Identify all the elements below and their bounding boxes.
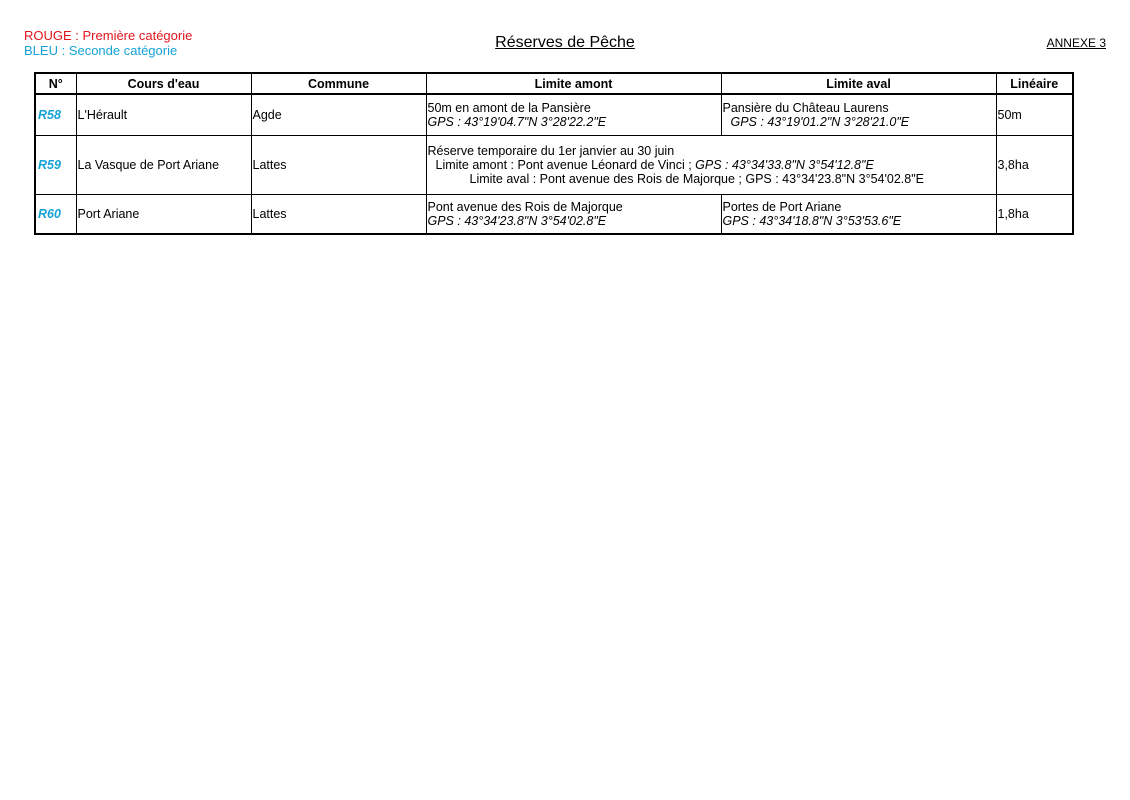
header-number: N° xyxy=(35,73,76,94)
upstream-limit-cell xyxy=(426,94,721,136)
downstream-limit-line: Limite aval : Pont avenue des Rois de Majorque ; GPS : 43°34'23.8"N 3°54'02.8"E xyxy=(469,172,924,186)
upstream-gps: GPS : 43°34'33.8"N 3°54'12.8"E xyxy=(695,158,874,172)
upstream-limit-line xyxy=(428,158,995,172)
downstream-description: Portes de Port Ariane xyxy=(722,200,842,214)
length-cell: 1,8ha xyxy=(996,195,1073,235)
header-commune: Commune xyxy=(251,73,426,94)
length-cell: 50m xyxy=(996,94,1073,136)
table-row xyxy=(35,136,1073,195)
length-cell: 3,8ha xyxy=(996,136,1073,195)
upstream-gps: GPS : 43°34'23.8"N 3°54'02.8"E xyxy=(427,214,607,228)
legend-first-category: ROUGE : Première catégorie xyxy=(24,28,193,43)
legend-second-category: BLEU : Seconde catégorie xyxy=(24,43,178,58)
header-downstream-limit: Limite aval xyxy=(721,73,996,94)
upstream-gps: GPS : 43°19'04.7"N 3°28'22.2"E xyxy=(427,115,607,129)
header-upstream-limit: Limite amont xyxy=(426,73,721,94)
reserve-code: R60 xyxy=(35,195,76,235)
table-row xyxy=(35,94,1073,136)
merged-limits-cell xyxy=(426,136,996,195)
table-header-row xyxy=(35,73,1073,94)
header-watercourse: Cours d'eau xyxy=(76,73,251,94)
upstream-limit-text: Limite amont : Pont avenue Léonard de Vinci ; xyxy=(435,158,696,172)
annex-label: ANNEXE 3 xyxy=(1046,36,1106,50)
reserve-code: R58 xyxy=(35,94,76,136)
upstream-description: 50m en amont de la Pansière xyxy=(427,101,591,115)
watercourse-cell: Port Ariane xyxy=(76,195,251,235)
header-length: Linéaire xyxy=(996,73,1073,94)
upstream-limit-cell xyxy=(426,195,721,235)
commune-cell: Lattes xyxy=(251,136,426,195)
page-title: Réserves de Pêche xyxy=(495,34,635,51)
downstream-gps: GPS : 43°34'18.8"N 3°53'53.6"E xyxy=(722,214,902,228)
table-row xyxy=(35,195,1073,235)
commune-cell: Agde xyxy=(251,94,426,136)
commune-cell: Lattes xyxy=(251,195,426,235)
downstream-limit-cell xyxy=(721,94,996,136)
downstream-description: Pansière du Château Laurens xyxy=(722,101,889,115)
downstream-gps: GPS : 43°19'01.2"N 3°28'21.0"E xyxy=(730,115,910,129)
watercourse-cell: La Vasque de Port Ariane xyxy=(76,136,251,195)
temporary-reserve-note: Réserve temporaire du 1er janvier au 30 juin xyxy=(427,144,675,158)
downstream-limit-cell xyxy=(721,195,996,235)
watercourse-cell: L'Hérault xyxy=(76,94,251,136)
reserve-code: R59 xyxy=(35,136,76,195)
upstream-description: Pont avenue des Rois de Majorque xyxy=(427,200,623,214)
fishing-reserves-table xyxy=(34,72,1074,235)
